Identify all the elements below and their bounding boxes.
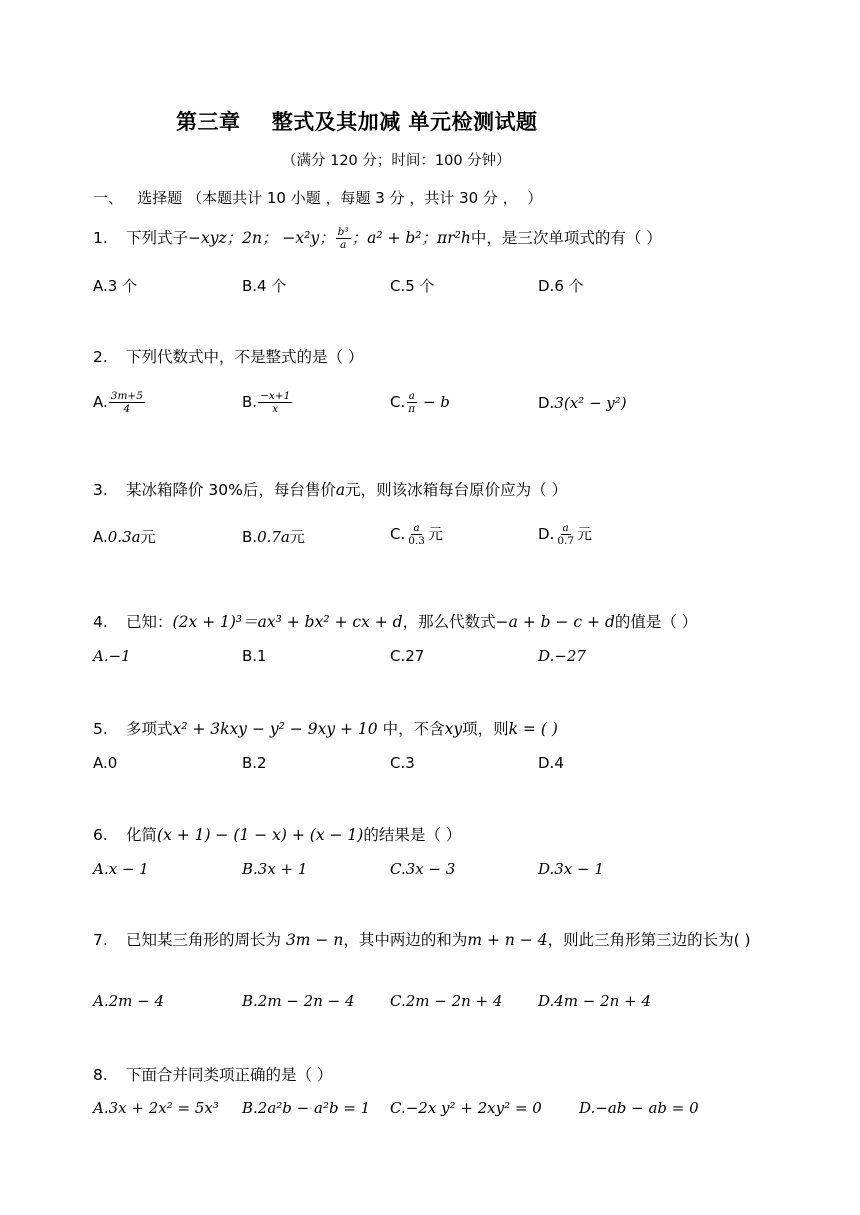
question-5 (93, 717, 558, 739)
question-text: 元，则该冰箱每台原价应为（ ） (345, 481, 568, 499)
option-c[interactable] (390, 390, 450, 415)
question-3 (93, 478, 567, 500)
option-a[interactable]: A.x − 1 (93, 860, 149, 878)
option-b[interactable]: B.4 个 (242, 277, 287, 295)
option-unit: 元 (289, 528, 305, 546)
option-c[interactable]: C.27 (390, 647, 425, 665)
fraction-numerator: −x+1 (260, 390, 291, 402)
option-d[interactable]: D.4 (538, 754, 564, 772)
option-b[interactable]: B.2m − 2n − 4 (242, 992, 355, 1010)
page-title: 第三章 整式及其加减 单元检测试题 (176, 110, 538, 134)
option-c[interactable]: C.2m − 2n + 4 (390, 992, 503, 1010)
question-number: 7. (93, 931, 108, 949)
question-number: 5. (93, 720, 108, 738)
option-a[interactable]: A.3x + 2x² = 5x³ (93, 1099, 219, 1117)
question-number: 6. (93, 826, 108, 844)
question-text: ，则此三角形第三边的长为( ) (547, 931, 751, 949)
question-text: 下列式子 (126, 229, 189, 247)
option-b[interactable] (242, 526, 305, 547)
fraction (406, 522, 427, 547)
option-c[interactable]: C.5 个 (390, 277, 435, 295)
question-1 (93, 226, 662, 251)
fraction-denominator: π (408, 403, 416, 415)
option-prefix: D. (538, 394, 555, 412)
options-row-8 (93, 1099, 793, 1129)
option-prefix: D. (538, 525, 555, 543)
question-2 (93, 345, 363, 367)
question-text: 的结果是（ ） (363, 826, 462, 844)
fraction (336, 226, 351, 251)
fraction-numerator: 3m+5 (110, 390, 143, 402)
option-b[interactable] (242, 390, 293, 415)
question-text: 已知： (126, 613, 173, 631)
fraction-numerator: a (413, 522, 420, 534)
question-6 (93, 823, 461, 845)
fraction-denominator: 4 (123, 403, 131, 415)
math-variable: xy (444, 720, 463, 738)
question-text: 多项式 (126, 720, 173, 738)
options-row-5 (93, 754, 793, 784)
option-c[interactable] (390, 522, 443, 547)
math-expression: k = ( ) (508, 720, 558, 738)
question-number: 3. (93, 481, 108, 499)
option-a[interactable] (93, 390, 146, 415)
options-row-1 (93, 275, 793, 305)
question-text: ，那么代数式 (402, 613, 496, 631)
option-d[interactable] (538, 394, 627, 412)
question-number: 2. (93, 348, 108, 366)
section-heading: 一、 选择题 （本题共计 10 小题 ，每题 3 分 ，共计 30 分 ， ） (93, 189, 543, 207)
fraction (555, 522, 576, 547)
option-prefix: B. (242, 393, 258, 411)
option-a[interactable]: A.3 个 (93, 277, 138, 295)
fraction-numerator: b³ (337, 226, 349, 238)
option-prefix: A. (93, 528, 108, 546)
options-row-7 (93, 992, 793, 1022)
options-row-3 (93, 522, 793, 552)
math-expression: ；a² + b²；πr²h (351, 229, 471, 247)
math-expression: 0.3a (107, 528, 141, 546)
question-8 (93, 1063, 332, 1085)
option-unit: 元 (140, 528, 156, 546)
math-expression: 3m − n (285, 931, 344, 949)
math-expression: −xyz；2n； −x²y； (188, 229, 335, 247)
math-expression: − b (418, 393, 450, 411)
options-row-4 (93, 647, 793, 677)
fraction (109, 390, 145, 415)
math-expression: −a + b − c + d (495, 613, 615, 631)
question-text: 已知某三角形的周长为 (126, 931, 286, 949)
option-b[interactable]: B.3x + 1 (242, 860, 308, 878)
fraction (258, 390, 292, 415)
math-expression: (x + 1) − (1 − x) + (x − 1) (157, 826, 364, 844)
page-subtitle: （满分 120 分；时间：100 分钟） (282, 153, 511, 169)
question-text: 中，是三次单项式的有（ ） (470, 229, 662, 247)
math-expression: m + n − 4 (467, 931, 548, 949)
option-d[interactable]: D.6 个 (538, 277, 584, 295)
question-number: 8. (93, 1066, 108, 1084)
option-b[interactable]: B.1 (242, 647, 267, 665)
fraction-numerator: a (408, 390, 415, 402)
option-d[interactable]: D.−ab − ab = 0 (579, 1099, 699, 1117)
option-b[interactable]: B.2 (242, 754, 267, 772)
option-a[interactable] (93, 526, 156, 547)
fraction-numerator: a (562, 522, 569, 534)
option-d[interactable] (538, 522, 592, 547)
options-row-6 (93, 860, 793, 890)
math-expression: 0.7a (257, 528, 290, 546)
option-d[interactable]: D.3x − 1 (538, 860, 604, 878)
option-c[interactable]: C.−2x y² + 2xy² = 0 (390, 1099, 542, 1117)
option-b[interactable]: B.2a²b − a²b = 1 (242, 1099, 371, 1117)
option-unit: 元 (427, 525, 443, 543)
option-a[interactable]: A.2m − 4 (93, 992, 165, 1010)
options-row-2 (93, 390, 793, 420)
question-text: 下面合并同类项正确的是（ ） (126, 1066, 333, 1084)
option-prefix: A. (93, 393, 108, 411)
option-prefix: B. (242, 528, 258, 546)
option-d[interactable]: D.−27 (538, 647, 586, 665)
question-text: 某冰箱降价 30%后，每台售价 (126, 481, 336, 499)
question-text: 化简 (126, 826, 158, 844)
question-text: 的值是（ ） (614, 613, 698, 631)
option-a[interactable]: A.0 (93, 754, 118, 772)
math-expression: 3(x² − y²) (554, 394, 627, 412)
question-number: 4. (93, 613, 108, 631)
question-text: 下列代数式中，不是整式的是（ ） (126, 348, 364, 366)
fraction-denominator: x (272, 403, 279, 415)
option-c[interactable]: C.3 (390, 754, 415, 772)
question-text: 项，则 (462, 720, 509, 738)
option-prefix: C. (390, 393, 406, 411)
question-text: 中，不含 (377, 720, 445, 738)
math-expression: (2x + 1)³＝ax³ + bx² + cx + d (172, 613, 403, 631)
fraction-denominator: 0.3 (408, 535, 425, 547)
fraction (406, 390, 417, 415)
option-d[interactable]: D.4m − 2n + 4 (538, 992, 651, 1010)
math-variable: a (335, 481, 346, 499)
fraction-denominator: a (339, 239, 347, 251)
question-text: ，其中两边的和为 (343, 931, 468, 949)
fraction-denominator: 0.7 (557, 535, 575, 547)
option-c[interactable]: C.3x − 3 (390, 860, 456, 878)
math-expression: x² + 3kxy − y² − 9xy + 10 (172, 720, 378, 738)
question-number: 1. (93, 229, 108, 247)
question-7 (93, 926, 783, 954)
option-prefix: C. (390, 525, 406, 543)
question-4 (93, 610, 697, 632)
option-unit: 元 (577, 525, 593, 543)
option-a[interactable]: A.−1 (93, 647, 131, 665)
